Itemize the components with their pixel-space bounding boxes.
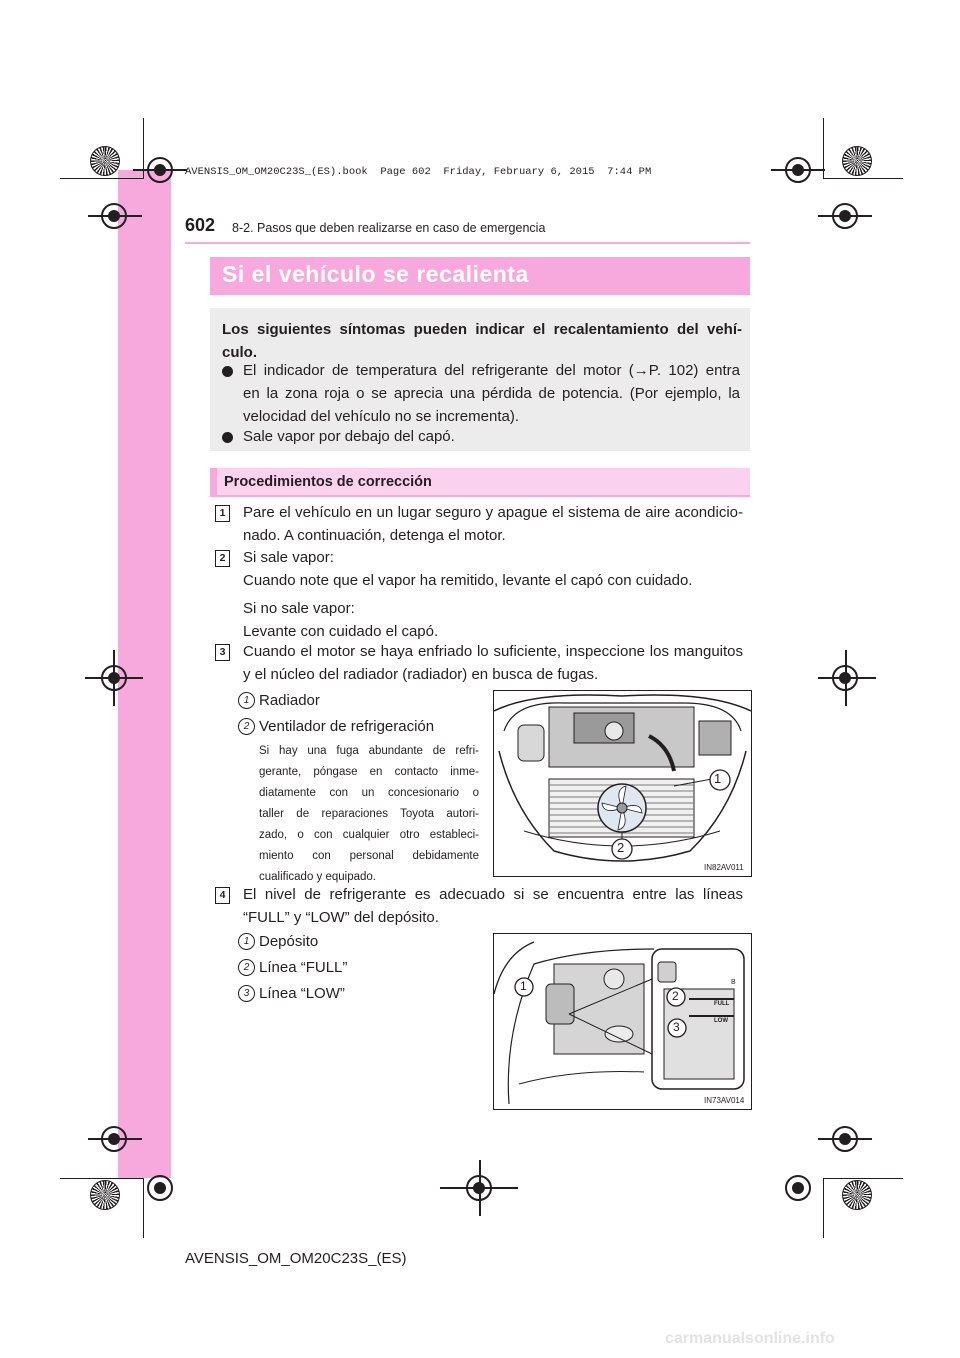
low-line-label: LOW	[714, 1018, 728, 1024]
step-number: 3	[215, 644, 230, 661]
chapter-header: 8-2. Pasos que deben realizarse en caso de emergencia	[232, 221, 546, 235]
step-text: El nivel de refrigerante es adecuado si se encuentra entre las líneas	[243, 886, 743, 903]
note-line: Si hay una fuga abundante de refri-	[259, 745, 479, 757]
registration-line	[818, 215, 872, 217]
note-line: cualificado y equipado.	[259, 871, 376, 883]
step-text: Pare el vehículo en un lugar seguro y apague el sistema de aire acondicio-	[243, 504, 743, 521]
registration-line	[133, 169, 187, 171]
step-text: Si no sale vapor:	[243, 600, 355, 617]
legend-number: 1	[238, 692, 255, 709]
crop-mark	[823, 1178, 824, 1238]
bullet-text: en la zona roja o se aprecia una pérdida de potencia. (Por ejemplo, la	[243, 385, 740, 402]
note-line: miento con personal debidamente	[259, 850, 479, 862]
registration-line	[88, 215, 142, 217]
step-number: 2	[215, 550, 230, 567]
registration-line	[113, 650, 115, 706]
step-text: nado. A continuación, detenga el motor.	[243, 527, 506, 544]
deposito-figure	[493, 933, 752, 1110]
callout-number: 2	[617, 840, 625, 855]
step-text: Cuando el motor se haya enfriado lo suficiente, inspeccione los manguitos	[243, 643, 743, 660]
legend-label: Radiador	[259, 692, 320, 709]
step-text: y el núcleo del radiador (radiador) en busca de fugas.	[243, 666, 599, 683]
legend-label: Ventilador de refrigeración	[259, 718, 435, 735]
note-line: diatamente con un concesionario o	[259, 787, 479, 799]
intro-lead: Los siguientes síntomas pueden indicar el recalentamiento del vehí-	[222, 321, 742, 338]
header-rule	[185, 242, 750, 244]
footer-code: AVENSIS_OM_OM20C23S_(ES)	[185, 1250, 407, 1267]
registration-line	[88, 1138, 142, 1140]
starburst-mark	[842, 1180, 872, 1210]
subsection-rule	[210, 495, 750, 497]
legend-number: 2	[238, 718, 255, 735]
bullet-text: Sale vapor por debajo del capó.	[243, 428, 455, 445]
radiador-figure	[493, 690, 752, 877]
crop-mark	[823, 178, 903, 179]
crop-mark	[60, 178, 144, 179]
registration-line	[845, 650, 847, 706]
legend-label: Depósito	[259, 933, 319, 950]
bullet-icon	[222, 432, 233, 443]
page-title: Si el vehículo se recalienta	[222, 261, 529, 287]
step-text: Si sale vapor:	[243, 549, 334, 566]
figure-code: IN73AV014	[704, 1096, 745, 1105]
legend-number: 3	[238, 985, 255, 1002]
legend-label: Línea “LOW”	[259, 985, 345, 1002]
callout-number: 1	[520, 979, 527, 993]
legend-label: Línea “FULL”	[259, 959, 348, 976]
subsection-title: Procedimientos de corrección	[224, 474, 432, 490]
note-line: zado, o con cualquier otro estableci-	[259, 829, 479, 841]
figure-code: IN82AV011	[704, 863, 744, 872]
registration-mark	[147, 1175, 173, 1201]
step-text: Cuando note que el vapor ha remitido, levante el capó con cuidado.	[243, 572, 693, 589]
legend-number: 2	[238, 959, 255, 976]
note-line: taller de reparaciones Toyota autori-	[259, 808, 479, 820]
registration-line	[479, 1160, 481, 1216]
callout-number: 3	[673, 1020, 680, 1034]
intro-lead: culo.	[222, 344, 258, 361]
callout-number: 1	[714, 771, 722, 786]
starburst-mark	[90, 146, 120, 176]
step-number: 4	[215, 887, 230, 904]
book-info: AVENSIS_OM_OM20C23S_(ES).book Page 602 Friday, February 6, 2015 7:44 PM	[185, 166, 652, 178]
legend-number: 1	[238, 933, 255, 950]
crop-mark	[60, 1178, 144, 1179]
registration-line	[818, 677, 876, 679]
step-text: “FULL” y “LOW” del depósito.	[243, 909, 439, 926]
bullet-icon	[222, 366, 233, 377]
starburst-mark	[90, 1180, 120, 1210]
watermark: carmanualsonline.info	[665, 1330, 835, 1347]
registration-line	[818, 1138, 872, 1140]
reservoir-mark: B	[731, 979, 736, 986]
reservoir-illustration	[494, 934, 751, 1109]
crop-mark	[143, 1178, 144, 1238]
subsection-accent	[210, 468, 217, 495]
registration-line	[771, 169, 825, 171]
bullet-text: El indicador de temperatura del refrigerante del motor (→P. 102) entra	[243, 362, 740, 379]
full-line-label: FULL	[714, 1001, 730, 1007]
step-text: Levante con cuidado el capó.	[243, 623, 439, 640]
step-number: 1	[215, 505, 230, 522]
page-number: 602	[185, 215, 216, 235]
crop-mark	[823, 1178, 903, 1179]
registration-mark	[785, 1175, 811, 1201]
note-line: gerante, póngase en contacto inme-	[259, 766, 479, 778]
bullet-text: velocidad del vehículo no se incrementa).	[243, 408, 519, 425]
starburst-mark	[842, 146, 872, 176]
callout-number: 2	[672, 989, 679, 1003]
